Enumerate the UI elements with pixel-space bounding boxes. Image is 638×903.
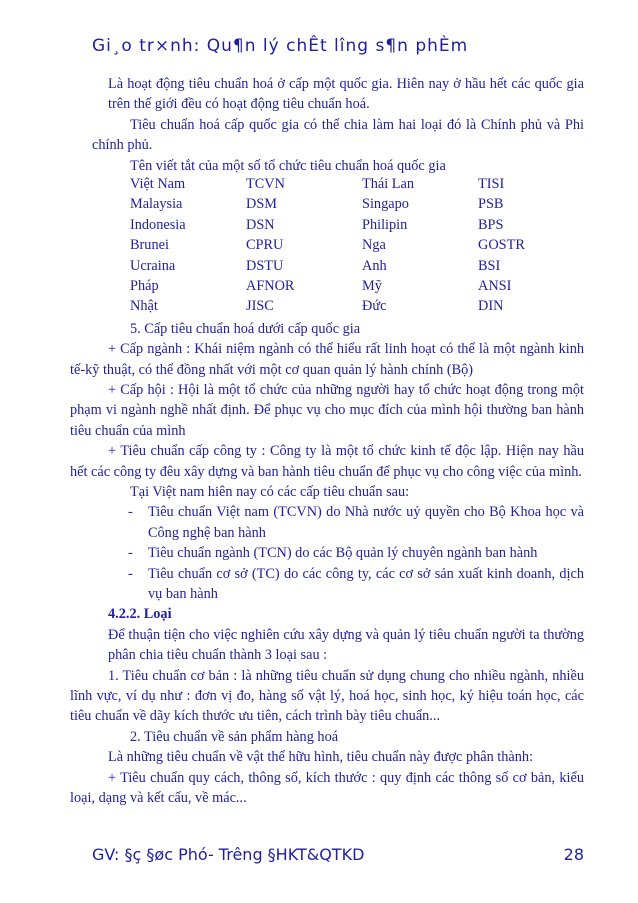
code-cell: TCVN	[246, 176, 285, 193]
page-footer	[92, 845, 584, 864]
list-item	[92, 564, 584, 605]
abbreviation-table	[130, 176, 578, 319]
list-item	[92, 543, 584, 563]
country-cell: Pháp	[130, 277, 159, 294]
footer-author: GV: §ç §øc Phó- Trêng §HKT&QTKD	[92, 845, 365, 864]
country-cell: Singapo	[362, 196, 409, 213]
paragraph-sector-level: + Cấp ngành : Khái niệm ngành có thể hiểu rất linh hoạt có thể là một ngành kinh tế-kỹ thuật, có thể đồng nhất với một cơ quan quản lý hành chính (Bộ)	[70, 341, 584, 378]
section5-title: 5. Cấp tiêu chuẩn hoá dưới cấp quốc gia	[130, 320, 361, 337]
code-cell: BPS	[478, 216, 504, 233]
code-cell: AFNOR	[246, 277, 295, 294]
country-cell: Nhật	[130, 298, 158, 315]
code-cell: DSTU	[246, 257, 284, 274]
paragraph-basic-standards: 1. Tiêu chuẩn cơ bản : là những tiêu chuẩn sử dụng chung cho nhiều ngành, nhiều lĩnh vực, ví dụ như : đơn vị đo, hàng số vật lý, hoá học, sinh học, ký hiệu toán học, các tiêu chuẩn về dãy kích thước ưu tiên, cách trình bày tiêu chuẩn...	[70, 667, 584, 725]
code-cell: DSN	[246, 216, 275, 233]
code-cell: DIN	[478, 298, 504, 315]
country-cell: Thái Lan	[362, 176, 415, 193]
table-row	[130, 176, 578, 196]
country-cell: Mỹ	[362, 277, 382, 294]
dash-bullet: -	[128, 545, 133, 562]
paragraph-product-standards-title: 2. Tiêu chuẩn về sản phẩm hàng hoá	[130, 728, 339, 745]
list-item-text: Tiêu chuẩn cơ sở (TC) do các công ty, các cơ sở sản xuất kinh doanh, dịch vụ ban hành	[148, 565, 584, 603]
paragraph-abbrev-intro: Tên viết tắt của một số tổ chức tiêu chuẩn hoá quốc gia	[130, 157, 446, 174]
list-item	[92, 502, 584, 543]
table-row	[130, 237, 578, 257]
page-header-title: Gi¸o tr×nh: Qu¶n lý chÊt lîng s¶n phÈm	[92, 36, 469, 56]
page-content	[70, 74, 584, 809]
table-row	[130, 196, 578, 216]
paragraph-vietnam-levels: Tại Việt nam hiên nay có các cấp tiêu chuẩn sau:	[130, 484, 410, 501]
paragraph-specification-standards: + Tiêu chuẩn quy cách, thông số, kích thước : quy định các thông số cơ bản, kiểu loại, dạng và kết cấu, về mác...	[70, 769, 584, 807]
paragraph-national-level: Là hoạt động tiêu chuẩn hoá ở cấp một quốc gia. Hiên nay ở hầu hết các quốc gia trên thế giới đều có hoạt động tiêu chuẩn hoá.	[108, 76, 584, 113]
code-cell: PSB	[478, 196, 504, 213]
section-heading-4-2-2: 4.2.2. Loại	[108, 606, 172, 623]
code-cell: CPRU	[246, 237, 284, 254]
country-cell: Malaysia	[130, 196, 183, 213]
paragraph-association-level: + Cấp hội : Hội là một tổ chức của những người hay tổ chức hoạt động trong một phạm vi ngành nghề nhất định. Để phục vụ cho mục đích của mình hội thường ban hành tiêu chuẩn của mình	[70, 381, 584, 439]
page-number: 28	[563, 845, 584, 864]
country-cell: Việt Nam	[130, 176, 186, 193]
country-cell: Ucraina	[130, 257, 176, 274]
country-cell: Nga	[362, 237, 386, 254]
code-cell: DSM	[246, 196, 277, 213]
code-cell: ANSI	[478, 277, 512, 294]
country-cell: Đức	[362, 298, 387, 315]
country-cell: Anh	[362, 257, 387, 274]
country-cell: Indonesia	[130, 216, 186, 233]
dash-bullet: -	[128, 504, 133, 521]
paragraph-company-level: + Tiêu chuẩn cấp công ty : Công ty là một tổ chức kinh tế độc lập. Hiện nay hầu hết các công ty đêu xây dựng và ban hành tiêu chuẩn để phục vụ cho công việc của mình.	[70, 443, 584, 480]
table-row	[130, 258, 578, 278]
dash-bullet: -	[128, 565, 133, 582]
paragraph-product-standards-desc: Là những tiêu chuẩn về vật thể hữu hình, tiêu chuẩn này được phân thành:	[108, 749, 534, 766]
code-cell: BSI	[478, 257, 501, 274]
paragraph-classification-intro: Để thuận tiện cho việc nghiên cứu xây dựng và quản lý tiêu chuẩn người ta thường phân chia tiêu chuẩn thành 3 loại sau :	[108, 626, 584, 664]
code-cell: TISI	[478, 176, 505, 193]
country-cell: Brunei	[130, 237, 169, 254]
code-cell: GOSTR	[478, 237, 525, 254]
code-cell: JISC	[246, 298, 274, 315]
paragraph-two-types: Tiêu chuẩn hoá cấp quốc gia có thể chia làm hai loại đó là Chính phủ và Phi chính phủ.	[92, 116, 584, 154]
standard-levels-list	[92, 502, 584, 604]
country-cell: Philipin	[362, 216, 408, 233]
table-row	[130, 298, 578, 318]
table-row	[130, 217, 578, 237]
table-row	[130, 278, 578, 298]
list-item-text: Tiêu chuẩn Việt nam (TCVN) do Nhà nước uỷ quyền cho Bộ Khoa học và Công nghệ ban hành	[148, 504, 584, 541]
list-item-text: Tiêu chuẩn ngành (TCN) do các Bộ quản lý chuyên ngành ban hành	[148, 545, 538, 562]
